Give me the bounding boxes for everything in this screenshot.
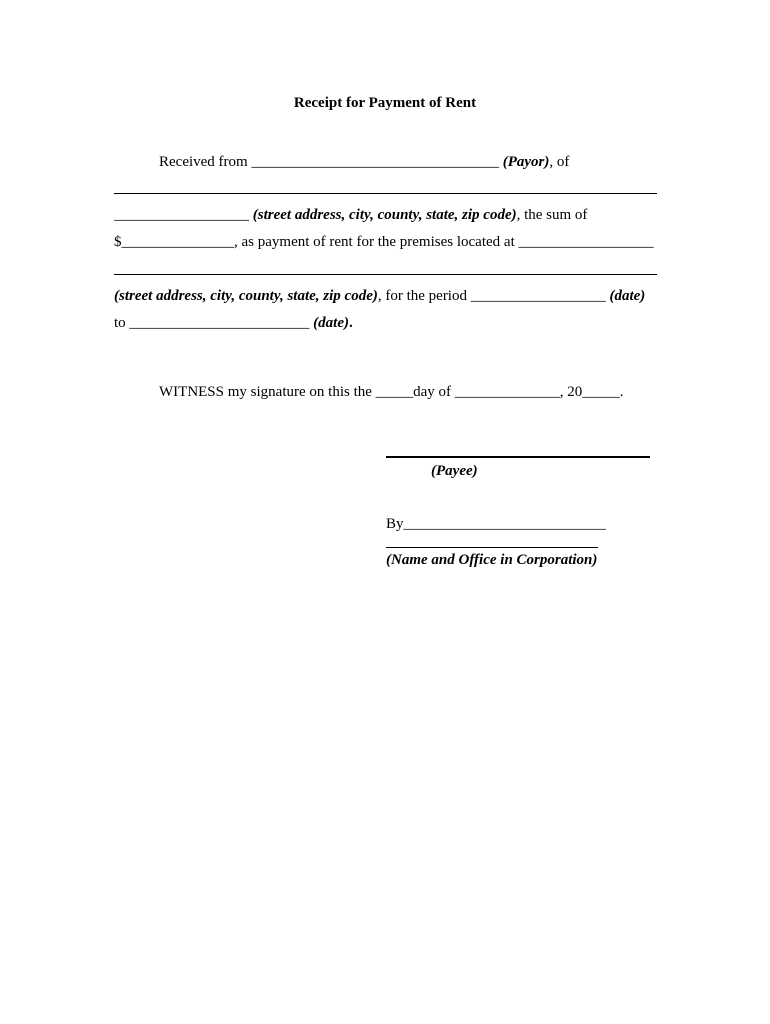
payor-label: (Payor) — [502, 154, 550, 170]
start-date-label: (date) — [609, 288, 646, 304]
sum-of-text: , the sum of — [516, 207, 588, 223]
end-date-line — [114, 314, 353, 332]
for-period-text: , for the period __________________ — [377, 288, 610, 304]
address-line — [114, 206, 587, 224]
premises-address-label: (street address, city, county, state, zip code) — [114, 288, 378, 304]
period-line — [114, 287, 645, 305]
street-address-label: (street address, city, county, state, zip code) — [252, 207, 517, 223]
received-from-text: Received from _________________________________ — [159, 154, 503, 170]
address-blank-line — [114, 193, 657, 194]
payment-line: $_______________, as payment of rent for the premises located at __________________ — [114, 234, 654, 250]
payee-label: (Payee) — [431, 463, 478, 479]
premises-blank-line — [114, 274, 657, 275]
of-text: , of — [549, 154, 570, 170]
end-date-label: (date) — [313, 315, 349, 331]
end-period: . — [349, 315, 353, 331]
by-line: By___________________________ — [386, 516, 607, 532]
document-title: Receipt for Payment of Rent — [293, 95, 477, 111]
witness-line: WITNESS my signature on this the _____day of ______________, 20_____. — [159, 384, 624, 400]
name-office-label: (Name and Office in Corporation) — [386, 552, 598, 568]
address-blank: __________________ — [114, 207, 253, 223]
to-text: to ________________________ — [114, 315, 314, 331]
name-office-blank-line — [386, 547, 598, 548]
payee-signature-line — [386, 456, 650, 458]
received-from-line — [159, 153, 569, 171]
